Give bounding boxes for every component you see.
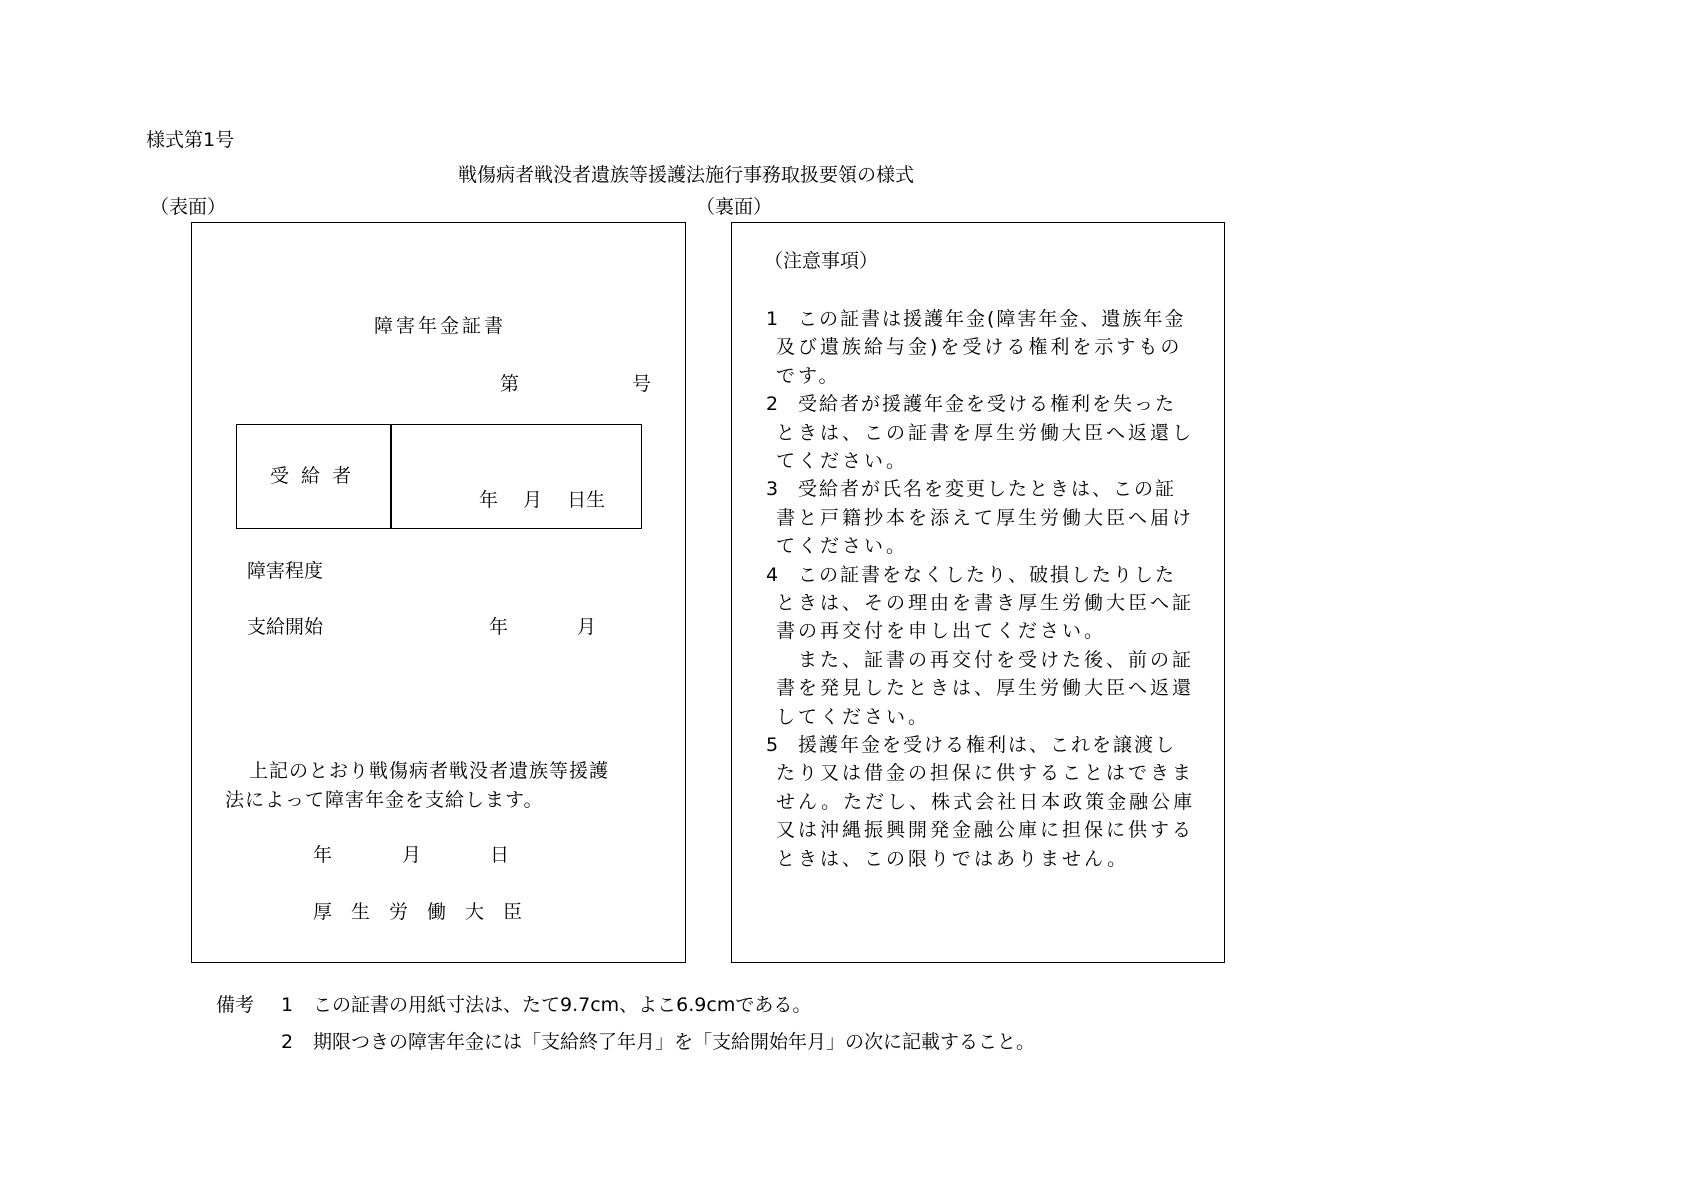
note-line: 又は沖縄振興開発金融公庫に担保に供する xyxy=(776,819,1195,842)
date-day: 日 xyxy=(490,844,510,866)
note-line: ときは、この証書を厚生労働大臣へ返還し xyxy=(776,421,1195,444)
note-number: 1 xyxy=(766,308,779,330)
note-line: です。 xyxy=(776,364,841,387)
note-line: せん。ただし、株式会社日本政策金融公庫 xyxy=(776,790,1196,813)
remarks-label: 備考 xyxy=(216,994,255,1016)
payment-start-year: 年 xyxy=(489,616,509,638)
remark-text: 期限つきの障害年金には「支給終了年月」を「支給開始年月」の次に記載すること。 xyxy=(313,1031,1036,1053)
date-year: 年 xyxy=(313,844,333,866)
page-title: 戦傷病者戦没者遺族等援護法施行事務取扱要領の様式 xyxy=(458,164,915,186)
disability-degree-label: 障害程度 xyxy=(247,560,324,582)
back-label: （裏面） xyxy=(696,196,773,218)
date-month: 月 xyxy=(402,844,422,866)
front-label: （表面） xyxy=(150,196,227,218)
remark-number: 1 xyxy=(281,994,294,1016)
form-number: 様式第1号 xyxy=(146,129,235,151)
note-line: してください。 xyxy=(776,705,931,728)
note-line: てください。 xyxy=(776,450,909,472)
payment-start-month: 月 xyxy=(577,616,597,638)
remark-number: 2 xyxy=(281,1031,294,1053)
note-line: 書と戸籍抄本を添えて厚生労働大臣へ届け xyxy=(776,506,1195,529)
note-line: ときは、この限りではありません。 xyxy=(776,847,1130,870)
note-number: 5 xyxy=(766,734,779,756)
note-line: たり又は借金の担保に供することはできま xyxy=(776,762,1195,785)
note-line: ときは、その理由を書き厚生労働大臣へ証 xyxy=(776,592,1195,614)
number-prefix: 第 xyxy=(500,373,520,395)
note-number: 3 xyxy=(766,478,779,501)
note-number: 4 xyxy=(766,563,779,586)
note-line: 受給者が援護年金を受ける権利を失った xyxy=(798,393,1177,416)
notes-heading: （注意事項） xyxy=(764,250,879,272)
note-line: 受給者が氏名を変更したときは、この証 xyxy=(798,478,1177,501)
issuer: 厚 生 労 働 大 臣 xyxy=(313,901,523,923)
note-line: この証書は援護年金(障害年金、遺族年金 xyxy=(798,308,1186,330)
birth-date: 年 月 日生 xyxy=(479,489,606,511)
recipient-label: 受 給 者 xyxy=(270,465,355,487)
remark-text: この証書の用紙寸法は、たて9.7cm、よこ6.9cmである。 xyxy=(313,994,812,1016)
recipient-divider xyxy=(390,424,392,529)
note-line: てください。 xyxy=(776,535,909,558)
note-line: 及び遺族給与金)を受ける権利を示すもの xyxy=(776,336,1183,359)
note-number: 2 xyxy=(766,393,779,416)
note-line: 書を発見したときは、厚生労働大臣へ返還 xyxy=(776,677,1195,700)
note-line: 書の再交付を申し出てください。 xyxy=(776,620,1107,643)
number-suffix: 号 xyxy=(632,373,652,395)
note-line: また、証書の再交付を受けた後、前の証 xyxy=(776,648,1195,671)
certificate-title: 障害年金証書 xyxy=(374,315,507,337)
note-line: この証書をなくしたり、破損したりした xyxy=(798,563,1177,586)
payment-start-label: 支給開始 xyxy=(247,616,324,638)
statement-line1: 上記のとおり戦傷病者戦没者遺族等援護 xyxy=(249,760,610,782)
note-line: 援護年金を受ける権利は、これを譲渡し xyxy=(798,734,1177,756)
statement-line2: 法によって障害年金を支給します。 xyxy=(225,789,544,811)
